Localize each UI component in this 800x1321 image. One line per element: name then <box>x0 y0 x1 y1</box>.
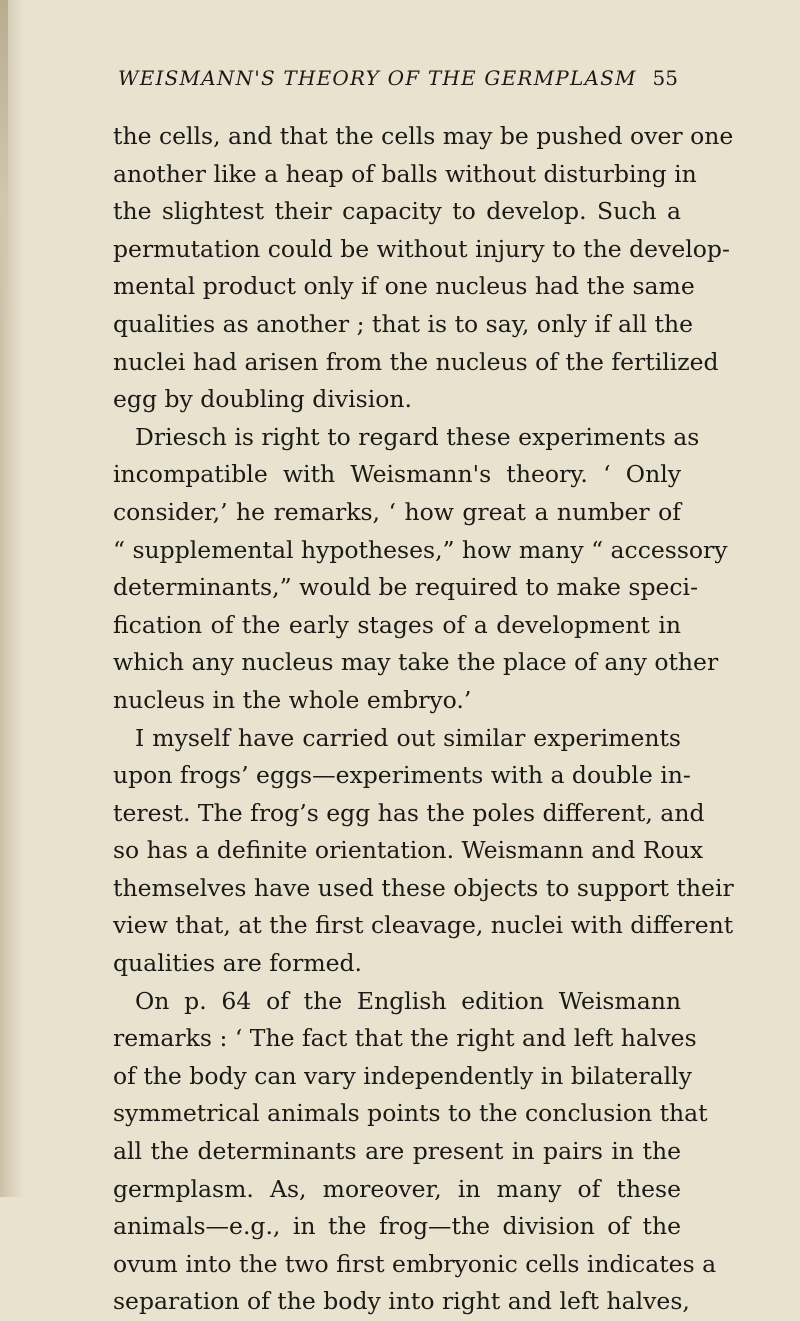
text-line: On p. 64 of the English edition Weismann <box>135 986 681 1015</box>
text-line: I myself have carried out similar experiments <box>135 723 681 752</box>
page-number: 55 <box>652 66 678 90</box>
text-line: terest. The frog’s egg has the poles different, and <box>113 798 705 827</box>
text-line: remarks : ‘ The fact that the right and left halves <box>113 1024 697 1053</box>
text-line: upon frogs’ eggs—experiments with a double in- <box>113 761 691 790</box>
text-line: nucleus in the whole embryo.’ <box>113 685 472 714</box>
text-line: nuclei had arisen from the nucleus of the fertilized <box>113 347 719 376</box>
text-line: all the determinants are present in pairs in the <box>113 1137 681 1166</box>
text-line: the cells, and that the cells may be pushed over one <box>113 122 734 150</box>
text-line: of the body can vary independently in bilaterally <box>113 1061 692 1090</box>
text-line: determinants,” would be required to make speci- <box>113 573 699 602</box>
text-line: incompatible with Weismann's theory. ‘ Only <box>113 460 681 489</box>
text-line: fication of the early stages of a development in <box>113 610 681 639</box>
text-line: view that, at the first cleavage, nuclei with different <box>113 911 734 940</box>
text-line: the slightest their capacity to develop. Such a <box>113 197 681 226</box>
text-line: germplasm. As, moreover, in many of these <box>113 1174 681 1203</box>
text-line: which any nucleus may take the place of any other <box>113 648 719 677</box>
text-line: consider,’ he remarks, ‘ how great a number of <box>113 497 681 526</box>
text-line: another like a heap of balls without disturbing in <box>113 159 697 188</box>
text-line: themselves have used these objects to support their <box>113 873 734 902</box>
text-line: symmetrical animals points to the conclusion that <box>113 1099 708 1128</box>
text-line: separation of the body into right and left halves, <box>113 1287 690 1316</box>
binding-shadow <box>0 0 8 330</box>
text-line: “ supplemental hypotheses,” how many “ accessory <box>113 535 728 564</box>
text-line: animals—e.g., in the frog—the division of the <box>113 1212 681 1241</box>
text-line: qualities are formed. <box>113 949 363 978</box>
running-head: WEISMANN'S THEORY OF THE GERMPLASM <box>118 66 637 90</box>
text-line: ovum into the two first embryonic cells indicates a <box>113 1249 717 1278</box>
text-line: so has a definite orientation. Weismann and Roux <box>113 836 704 865</box>
page-header <box>118 66 678 100</box>
text-line: egg by doubling division. <box>113 385 412 414</box>
text-line: qualities as another ; that is to say, only if all the <box>113 309 694 338</box>
body-text <box>113 118 734 1321</box>
text-line: Driesch is right to regard these experiments as <box>135 422 700 451</box>
text-line: permutation could be without injury to the develop- <box>113 234 730 263</box>
text-line: mental product only if one nucleus had the same <box>113 272 695 301</box>
